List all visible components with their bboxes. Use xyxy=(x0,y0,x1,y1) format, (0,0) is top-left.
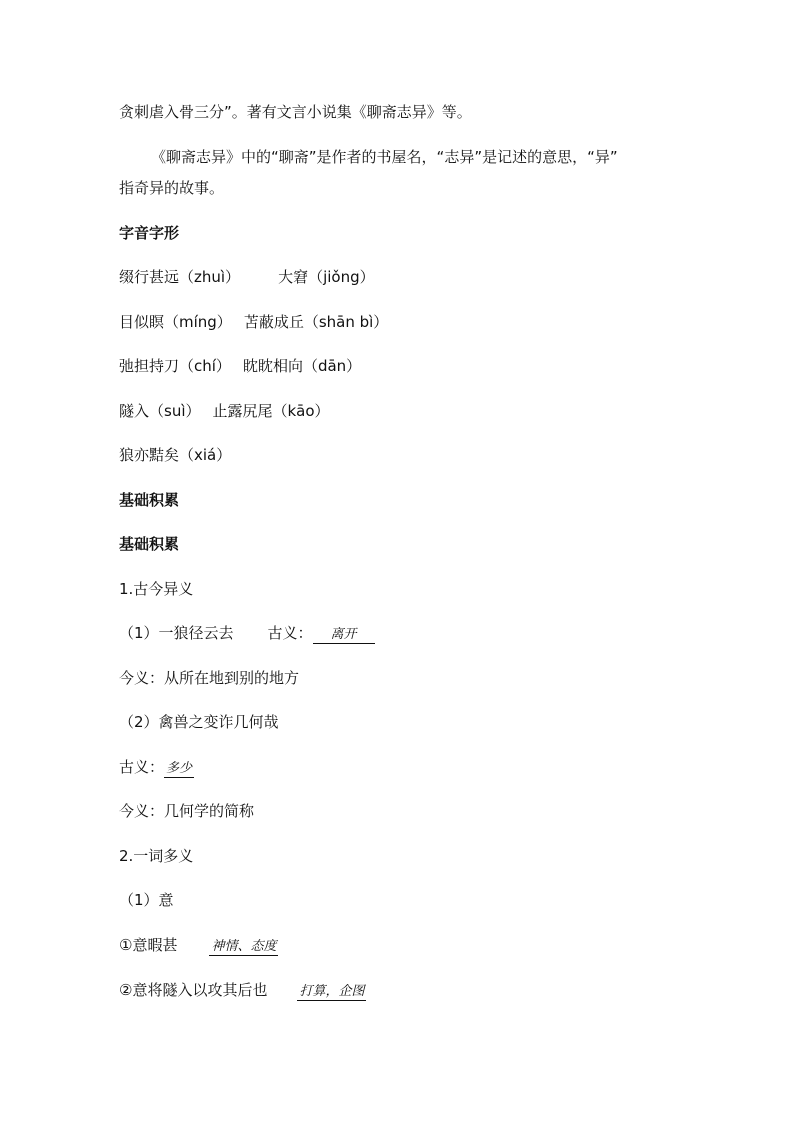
pronunciation-item: 止露尻尾（kāo） xyxy=(212,402,330,420)
question-item xyxy=(119,623,375,644)
pronunciation-item: 苫蔽成丘（shān bì） xyxy=(243,313,389,331)
ancient-meaning xyxy=(119,757,194,778)
modern-meaning: 今义：几何学的简称 xyxy=(119,802,255,820)
intro-line-2: 《聊斋志异》中的“聊斋”是作者的书屋名，“志异”是记述的意思，“异” xyxy=(151,148,618,166)
word-label: （1）意 xyxy=(119,891,174,909)
pronunciation-item: 眈眈相向（dān） xyxy=(242,357,362,375)
pronunciation-item: 大窘（jiǒng） xyxy=(278,268,375,286)
answer-blank: 打算，企图 xyxy=(299,984,365,999)
pronunciation-row xyxy=(119,312,388,332)
question-item: （2）禽兽之变诈几何哉 xyxy=(119,713,279,731)
pronunciation-row xyxy=(119,356,361,376)
usage-item xyxy=(119,935,278,956)
pronunciation-item: 弛担持刀（chí） xyxy=(119,357,231,375)
pronunciation-item: 狼亦黠矣（xiá） xyxy=(119,446,232,464)
usage-item xyxy=(119,980,366,1001)
intro-line-1: 贪刺虐入骨三分”。著有文言小说集《聊斋志异》等。 xyxy=(119,103,472,121)
pronunciation-item: 目似瞑（míng） xyxy=(119,313,232,331)
ancient-meaning-label: 古义： xyxy=(267,624,313,642)
answer-blank: 多少 xyxy=(166,761,193,776)
section-heading-basics-repeat: 基础积累 xyxy=(119,535,180,553)
question-label: （1）一狼径云去 xyxy=(119,624,234,642)
pronunciation-item: 缀行甚远（zhuì） xyxy=(119,268,241,286)
answer-blank: 离开 xyxy=(313,626,375,644)
usage-label: ①意暇甚 xyxy=(119,936,178,954)
answer-blank: 神情、态度 xyxy=(211,939,277,954)
pronunciation-item: 隧入（suì） xyxy=(119,402,201,420)
pronunciation-row xyxy=(119,401,330,421)
subsection-title: 2.一词多义 xyxy=(119,847,194,865)
intro-line-3: 指奇异的故事。 xyxy=(119,179,225,197)
usage-label: ②意将隧入以攻其后也 xyxy=(119,981,268,999)
pronunciation-row xyxy=(119,267,375,287)
pronunciation-row xyxy=(119,445,231,465)
subsection-title: 1.古今异义 xyxy=(119,580,194,598)
section-heading-pronunciation: 字音字形 xyxy=(119,224,180,242)
ancient-meaning-label: 古义： xyxy=(119,758,165,776)
modern-meaning: 今义：从所在地到别的地方 xyxy=(119,669,300,687)
section-heading-basics: 基础积累 xyxy=(119,491,180,509)
